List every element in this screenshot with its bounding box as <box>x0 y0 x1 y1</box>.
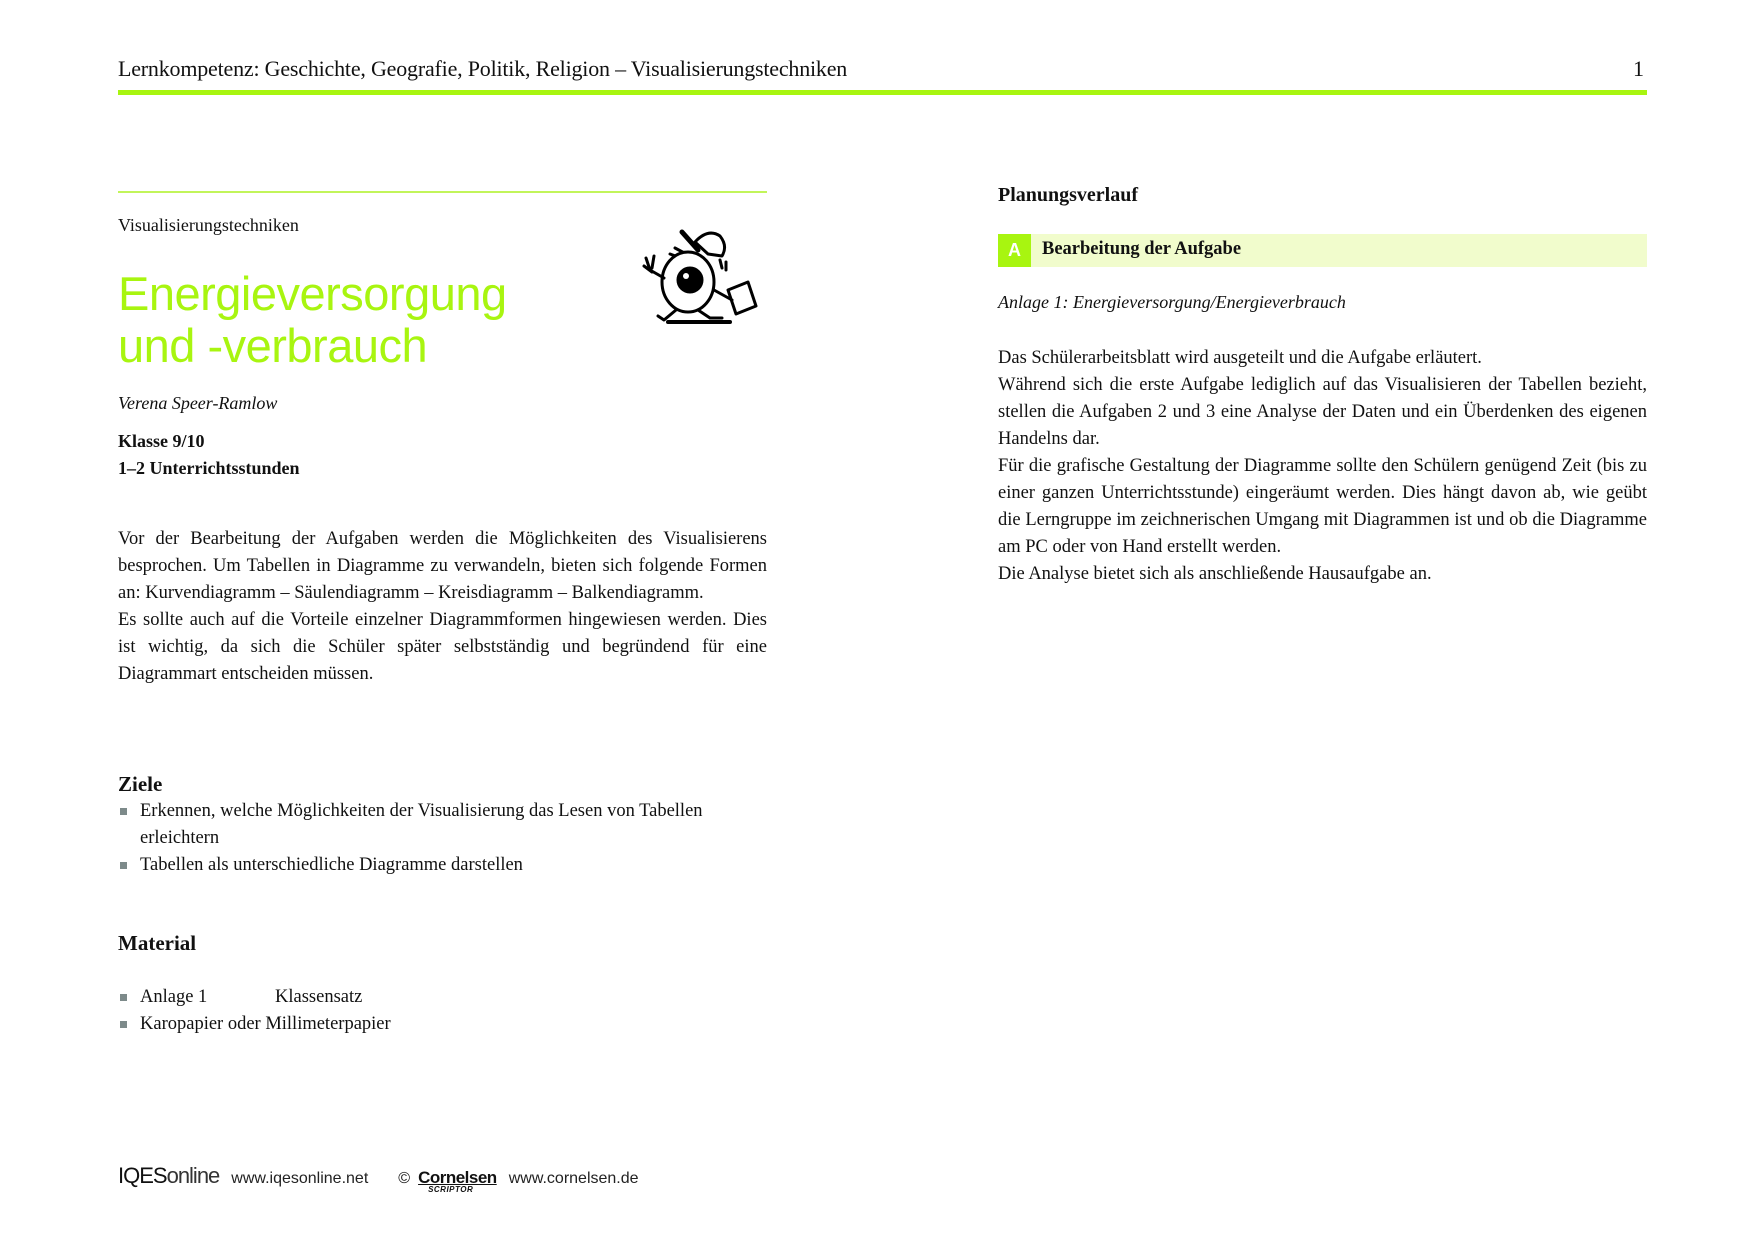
section-letter-badge: A <box>998 234 1031 267</box>
goal-text: Tabellen als unterschiedliche Diagramme darstellen <box>140 855 523 875</box>
iqes-logo-light: online <box>166 1163 220 1188</box>
planning-paragraph: Die Analyse bietet sich als anschließende Hausaufgabe an. <box>998 564 1432 584</box>
goal-text: Erkennen, welche Möglichkeiten der Visualisierung das Lesen von Tabellen erleichtern <box>140 801 703 848</box>
cornelsen-link[interactable]: www.cornelsen.de <box>508 1170 639 1187</box>
left-column-divider <box>118 191 767 193</box>
header-divider <box>118 90 1647 95</box>
section-a-banner <box>998 234 1647 267</box>
material-item <box>118 1011 767 1038</box>
cornelsen-logo-sub: SCRIPTOR <box>428 1185 474 1194</box>
planning-paragraph: Das Schülerarbeitsblatt wird ausgeteilt und die Aufgabe erläutert. <box>998 348 1482 368</box>
iqes-link[interactable]: www.iqesonline.net <box>231 1170 369 1187</box>
material-item <box>118 984 767 1011</box>
material-name: Karopapier oder Millimeterpapier <box>140 1014 391 1034</box>
footer <box>118 1163 639 1193</box>
material-name: Anlage 1 <box>140 987 208 1007</box>
intro-paragraph: Es sollte auch auf die Vorteile einzelner Diagrammformen hingewiesen werden. Dies ist wichtig, da sich die Schüler später selbstständig und begründend für eine Diagrammart entscheiden müssen. <box>118 610 767 684</box>
goal-item <box>118 798 767 852</box>
planning-paragraph: Während sich die erste Aufgabe lediglich auf das Visualisieren der Tabellen bezieht, stellen die Aufgaben 2 und 3 eine Analyse der Daten und ein Überdenken des eigenen Handelns dar. <box>998 375 1647 449</box>
section-label: Visualisierungstechniken <box>118 215 299 235</box>
section-label: Bearbeitung der Aufgabe <box>1042 239 1242 259</box>
lesson-duration: 1–2 Unterrichtsstunden <box>118 458 300 478</box>
material-list <box>118 984 767 1038</box>
header-title: Lernkompetenz: Geschichte, Geografie, Politik, Religion – Visualisierungstechniken <box>118 56 848 81</box>
title-line-1: Energieversorgung <box>118 267 507 320</box>
material-heading: Material <box>118 931 197 955</box>
cornelsen-logo-name: Cornelsen <box>418 1168 497 1187</box>
intro-text <box>118 526 767 688</box>
copyright-symbol: © <box>398 1170 411 1187</box>
goals-list <box>118 798 767 879</box>
cornelsen-logo <box>418 1168 497 1194</box>
planning-heading: Planungsverlauf <box>998 184 1139 206</box>
material-note: Klassensatz <box>275 987 363 1007</box>
eye-mascot-icon <box>620 220 770 325</box>
class-level: Klasse 9/10 <box>118 431 205 451</box>
goal-item <box>118 852 767 879</box>
iqes-logo-bold: IQES <box>118 1163 167 1188</box>
page-title <box>118 268 507 372</box>
bullet-icon <box>120 808 127 815</box>
planning-paragraph: Für die grafische Gestaltung der Diagramme sollte den Schülern genügend Zeit (bis zu einer ganzen Unterrichtsstunde) eingeräumt werden. Dies hängt davon ab, wie geübt die Lerngruppe im zeichnerischen Umgang mit Diagrammen ist und ob die Diagramme am PC oder von Hand erstellt werden. <box>998 456 1647 557</box>
iqes-logo <box>118 1163 219 1189</box>
page-number: 1 <box>1633 56 1644 81</box>
bullet-icon <box>120 994 127 1001</box>
bullet-icon <box>120 1021 127 1028</box>
intro-paragraph: Vor der Bearbeitung der Aufgaben werden die Möglichkeiten des Visualisierens besprochen. Um Tabellen in Diagramme zu verwandeln, bieten sich folgende Formen an: Kurvendiagramm – Säulendiagramm – Kreisdiagramm – Balkendiagramm. <box>118 529 767 603</box>
author: Verena Speer-Ramlow <box>118 393 278 413</box>
title-line-2: und -verbrauch <box>118 319 428 372</box>
bullet-icon <box>120 862 127 869</box>
class-info <box>118 428 300 482</box>
anlage-title: Anlage 1: Energieversorgung/Energieverbrauch <box>998 292 1346 312</box>
goals-heading: Ziele <box>118 772 163 796</box>
planning-text <box>998 345 1647 588</box>
